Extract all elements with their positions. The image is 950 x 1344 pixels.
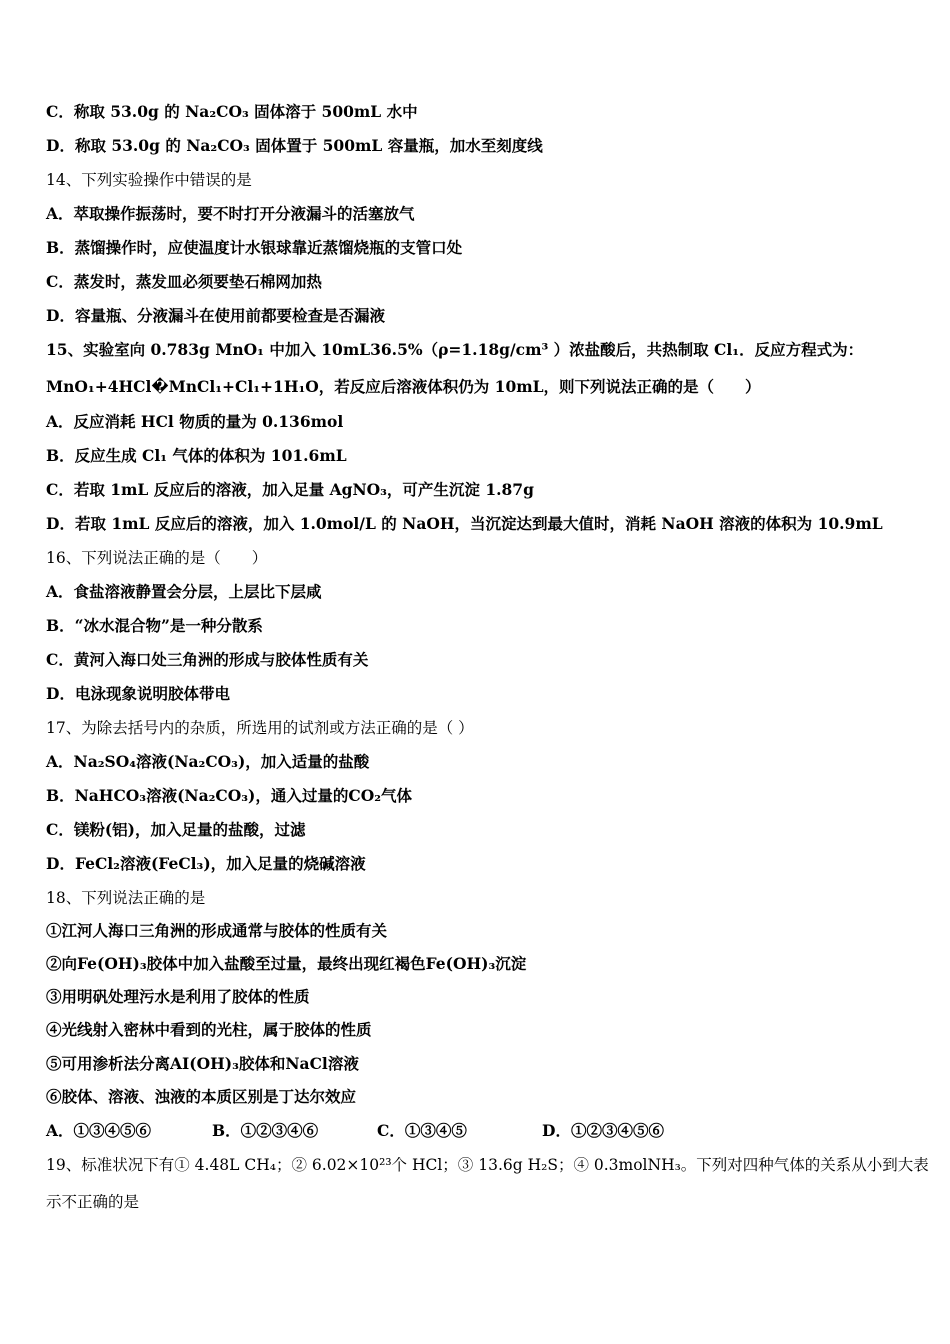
q14-stem: 14、下列实验操作中错误的是 — [46, 171, 252, 189]
q17-option-c: C．镁粉(铝)，加入足量的盐酸，过滤 — [46, 820, 306, 839]
q15-option-b: B．反应生成 Cl₁ 气体的体积为 101.6mL — [46, 446, 347, 465]
q18-statement-4: ④光线射入密林中看到的光柱，属于胶体的性质 — [46, 1020, 372, 1039]
q13-option-c: C．称取 53.0g 的 Na₂CO₃ 固体溶于 500mL 水中 — [46, 102, 418, 121]
q18-option-d: D．①②③④⑤⑥ — [542, 1121, 664, 1140]
q17-option-d: D．FeCl₂溶液(FeCl₃)，加入足量的烧碱溶液 — [46, 854, 366, 873]
q14-option-b: B．蒸馏操作时，应使温度计水银球靠近蒸馏烧瓶的支管口处 — [46, 238, 463, 257]
q18-option-a: A．①③④⑤⑥ — [46, 1121, 152, 1140]
q17-stem: 17、为除去括号内的杂质，所选用的试剂或方法正确的是（ ） — [46, 719, 474, 737]
q14-option-d: D．容量瓶、分液漏斗在使用前都要检查是否漏液 — [46, 306, 385, 325]
q19-stem-line2: 示不正确的是 — [46, 1193, 140, 1211]
q14-option-a: A．萃取操作振荡时，要不时打开分液漏斗的活塞放气 — [46, 204, 415, 223]
q17-option-b: B．NaHCO₃溶液(Na₂CO₃)，通入过量的CO₂气体 — [46, 786, 413, 805]
q16-stem: 16、下列说法正确的是（ ） — [46, 549, 268, 567]
q18-statement-5: ⑤可用渗析法分离AI(OH)₃胶体和NaCl溶液 — [46, 1054, 359, 1073]
q16-option-a: A．食盐溶液静置会分层，上层比下层咸 — [46, 582, 322, 601]
q16-option-d: D．电泳现象说明胶体带电 — [46, 684, 230, 703]
q15-option-c: C．若取 1mL 反应后的溶液，加入足量 AgNO₃，可产生沉淀 1.87g — [46, 480, 534, 499]
q15-option-d: D．若取 1mL 反应后的溶液，加入 1.0mol/L 的 NaOH，当沉淀达到最大值时，消耗 NaOH 溶液的体积为 10.9mL — [46, 514, 883, 533]
q15-stem-line2: MnO₁+4HCl�MnCl₁+Cl₁+1H₁O，若反应后溶液体积仍为 10mL，则下列说法正确的是（ ） — [46, 377, 761, 396]
q18-option-b: B．①②③④⑥ — [212, 1121, 319, 1140]
q16-option-c: C．黄河入海口处三角洲的形成与胶体性质有关 — [46, 650, 369, 669]
q18-statement-2: ②向Fe(OH)₃胶体中加入盐酸至过量，最终出现红褐色Fe(OH)₃沉淀 — [46, 954, 527, 973]
q17-option-a: A．Na₂SO₄溶液(Na₂CO₃)，加入适量的盐酸 — [46, 752, 370, 771]
q19-stem-line1: 19、标准状况下有① 4.48L CH₄；② 6.02×10²³个 HCl；③ 13.6g H₂S；④ 0.3molNH₃。下列对四种气体的关系从小到大表 — [46, 1156, 929, 1174]
q15-option-a: A．反应消耗 HCl 物质的量为 0.136mol — [46, 412, 344, 431]
q13-option-d: D．称取 53.0g 的 Na₂CO₃ 固体置于 500mL 容量瓶，加水至刻度线 — [46, 136, 543, 155]
q15-stem-line1: 15、实验室向 0.783g MnO₁ 中加入 10mL36.5%（ρ=1.18g/cm³ ）浓盐酸后，共热制取 Cl₁．反应方程式为： — [46, 340, 864, 359]
q18-stem: 18、下列说法正确的是 — [46, 889, 206, 907]
q18-statement-3: ③用明矾处理污水是利用了胶体的性质 — [46, 987, 310, 1006]
q18-statement-6: ⑥胶体、溶液、浊液的本质区别是丁达尔效应 — [46, 1087, 357, 1106]
q18-option-c: C．①③④⑤ — [377, 1121, 467, 1140]
q14-option-c: C．蒸发时，蒸发皿必须要垫石棉网加热 — [46, 272, 322, 291]
q16-option-b: B．“冰水混合物”是一种分散系 — [46, 616, 263, 635]
q18-statement-1: ①江河人海口三角洲的形成通常与胶体的性质有关 — [46, 921, 388, 940]
